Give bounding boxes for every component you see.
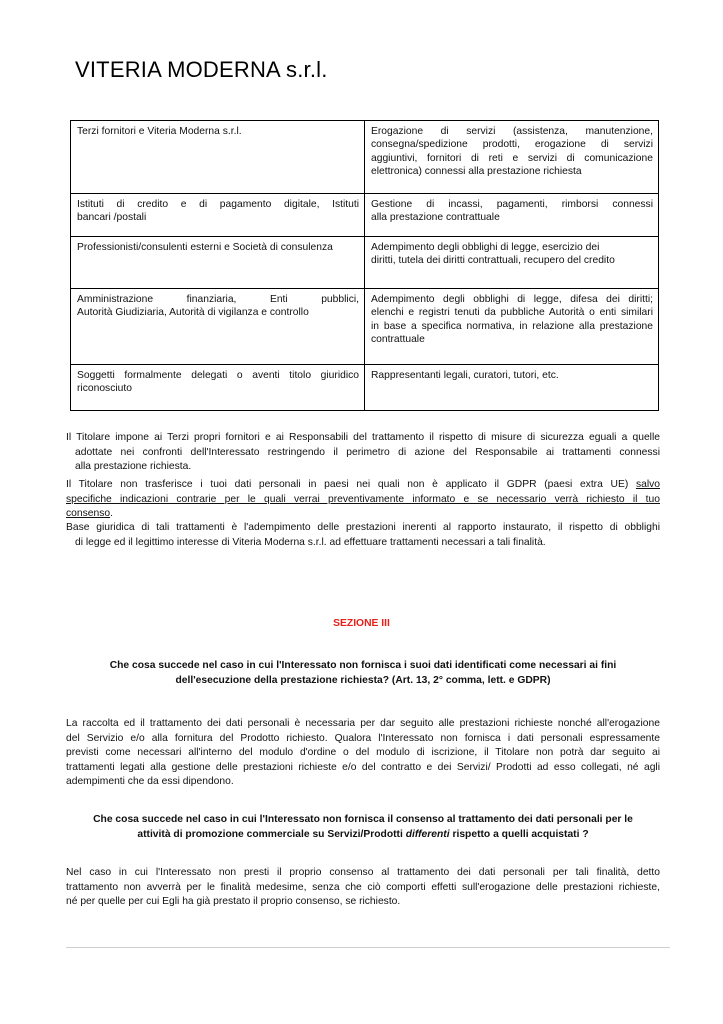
- cell-line: bancari /postali: [77, 212, 147, 224]
- purpose-cell: [365, 289, 659, 365]
- recipient-category-cell: [71, 121, 365, 194]
- purpose-cell: [365, 365, 659, 411]
- recipient-category-cell: [71, 365, 365, 411]
- paragraph-data-transfer: [66, 478, 660, 522]
- paragraph-line: Nel caso in cui l'Interessato non presti il proprio consenso al trattamento dei dati personali per tali finalità, detto: [66, 867, 660, 878]
- cell-line: Rappresentanti legali, curatori, tutori, etc.: [371, 370, 559, 381]
- cell-line: consegna/spedizione prodotti, erogazione di servizi: [371, 139, 653, 151]
- answer-missing-data: [66, 717, 660, 790]
- paragraph-line: adempimenti che da essi dipendono.: [66, 776, 234, 788]
- table-row: [71, 121, 659, 194]
- cell-line: in base a specifica normativa, in relazione alla prestazione: [371, 320, 653, 332]
- cell-line: Terzi fornitori e Viteria Moderna s.r.l.: [77, 126, 242, 137]
- question-line: Che cosa succede nel caso in cui l'Interessato non fornisca i suoi dati identificati come necessari ai fini: [109, 660, 617, 671]
- cell-line: alla prestazione contrattuale: [371, 212, 500, 224]
- question-missing-data: [66, 659, 660, 688]
- paragraph-line: previsti come necessari all'interno del modulo d'ordine o del modulo di iscrizione, il Titolare non potrà dar seguito ai: [66, 747, 660, 759]
- underlined-text: consenso: [66, 508, 111, 520]
- cell-line: Autorità Giudiziaria, Autorità di vigilanza e controllo: [77, 307, 309, 319]
- paragraph-line: Il Titolare impone ai Terzi propri fornitori e ai Responsabili del trattamento il rispetto di misure di sicurezza eguali a quelle: [66, 432, 660, 443]
- text-run: rispetto a quelli acquistati ?: [449, 828, 589, 840]
- cell-line: Adempimento degli obblighi di legge, esercizio dei: [371, 242, 600, 253]
- purpose-cell: [365, 237, 659, 289]
- table-row: [71, 194, 659, 237]
- recipient-category-cell: [71, 289, 365, 365]
- paragraph-line: adottate nei confronti dell'Interessato restringendo il perimetro di azione del Responsabile ai trattamenti connessi: [75, 446, 660, 458]
- cell-line: riconosciuto: [77, 383, 132, 395]
- recipient-category-cell: [71, 194, 365, 237]
- table-row: [71, 237, 659, 289]
- cell-line: Professionisti/consulenti esterni e Società di consulenza: [77, 242, 333, 253]
- section-title: SEZIONE III: [333, 618, 390, 629]
- question-marketing-consent: [66, 813, 660, 842]
- paragraph-line: [66, 493, 660, 508]
- recipients-table: [70, 120, 659, 411]
- paragraph-line: del Servizio e/o alla fornitura del Prodotto richiesto. Qualora l'Interessato non fornisca i dati personali espressamente: [66, 732, 660, 744]
- paragraph-line: né per quelle per cui Egli ha già prestato il proprio consenso, se richiesto.: [66, 896, 401, 908]
- footer-divider: [66, 947, 670, 948]
- paragraph-line: La raccolta ed il trattamento dei dati personali è necessaria per dar seguito alle prestazioni richieste nonché all'erogazione: [66, 718, 660, 729]
- table-row: [71, 289, 659, 365]
- question-line: dell'esecuzione della prestazione richiesta? (Art. 13, 2° comma, lett. e GDPR): [175, 674, 551, 686]
- paragraph-line: di legge ed il legittimo interesse di Viteria Moderna s.r.l. ad effettuare trattamenti necessari a tali finalità.: [75, 536, 546, 548]
- paragraph-line: trattamento non avverrà per le finalità medesime, senza che ciò comporti effetti sull'erogazione delle prestazioni richieste,: [66, 881, 660, 893]
- cell-line: Gestione di incassi, pagamenti, rimborsi connessi: [371, 199, 653, 210]
- paragraph-line: Base giuridica di tali trattamenti è l'adempimento delle prestazioni inerenti al rapporto instaurato, il rispetto di obblighi: [66, 522, 660, 533]
- answer-marketing-consent: [66, 866, 660, 910]
- cell-line: elettronica) connessi alla prestazione richiesta: [371, 166, 582, 178]
- cell-line: Soggetti formalmente delegati o aventi titolo giuridico: [77, 370, 359, 381]
- paragraph-line: alla prestazione richiesta.: [75, 461, 192, 473]
- cell-line: aggiuntivi, fornitori di reti e servizi di comunicazione: [371, 152, 653, 164]
- purpose-cell: [365, 194, 659, 237]
- text-run: Il Titolare non trasferisce i tuoi dati personali in paesi nei quali non è applicato il GDPR (paesi extra UE): [66, 479, 636, 490]
- underlined-text: salvo: [635, 479, 660, 490]
- underlined-text: specifiche indicazioni contrarie per le quali verrai preventivamente informato e se necessario verrà richiesto il tuo: [66, 493, 660, 505]
- purpose-cell: [365, 121, 659, 194]
- paragraph-line: trattamenti legati alla gestione delle prestazioni richieste e/o del contratto e dei Servizi/ Prodotti ad esso collegati, né agli: [66, 761, 660, 773]
- cell-line: Erogazione di servizi (assistenza, manutenzione,: [371, 126, 653, 137]
- paragraph-line: [66, 478, 660, 493]
- recipient-category-cell: [71, 237, 365, 289]
- company-name: VITERIA MODERNA s.r.l.: [75, 57, 328, 82]
- paragraph-line: [66, 507, 660, 522]
- paragraph-third-party-security: [66, 431, 660, 475]
- text-run: .: [110, 508, 113, 520]
- cell-line: diritti, tutela dei diritti contrattuali, recupero del credito: [371, 255, 615, 267]
- cell-line: elenchi e registri tenuti da pubbliche Autorità o enti similari: [371, 307, 653, 319]
- paragraph-legal-basis: [66, 521, 660, 550]
- cell-line: contrattuale: [371, 334, 425, 346]
- italic-text: differenti: [405, 828, 450, 840]
- cell-line: Amministrazione finanziaria, Enti pubblici,: [77, 294, 359, 305]
- question-line: Che cosa succede nel caso in cui l'Interessato non fornisca il consenso al trattamento dei dati personali per le: [93, 814, 633, 825]
- table-row: [71, 365, 659, 411]
- cell-line: Istituti di credito e di pagamento digitale, Istituti: [77, 199, 359, 210]
- question-line: [66, 828, 660, 843]
- text-run: attività di promozione commerciale su Servizi/Prodotti: [137, 828, 406, 840]
- cell-line: Adempimento degli obblighi di legge, difesa dei diritti;: [371, 294, 653, 305]
